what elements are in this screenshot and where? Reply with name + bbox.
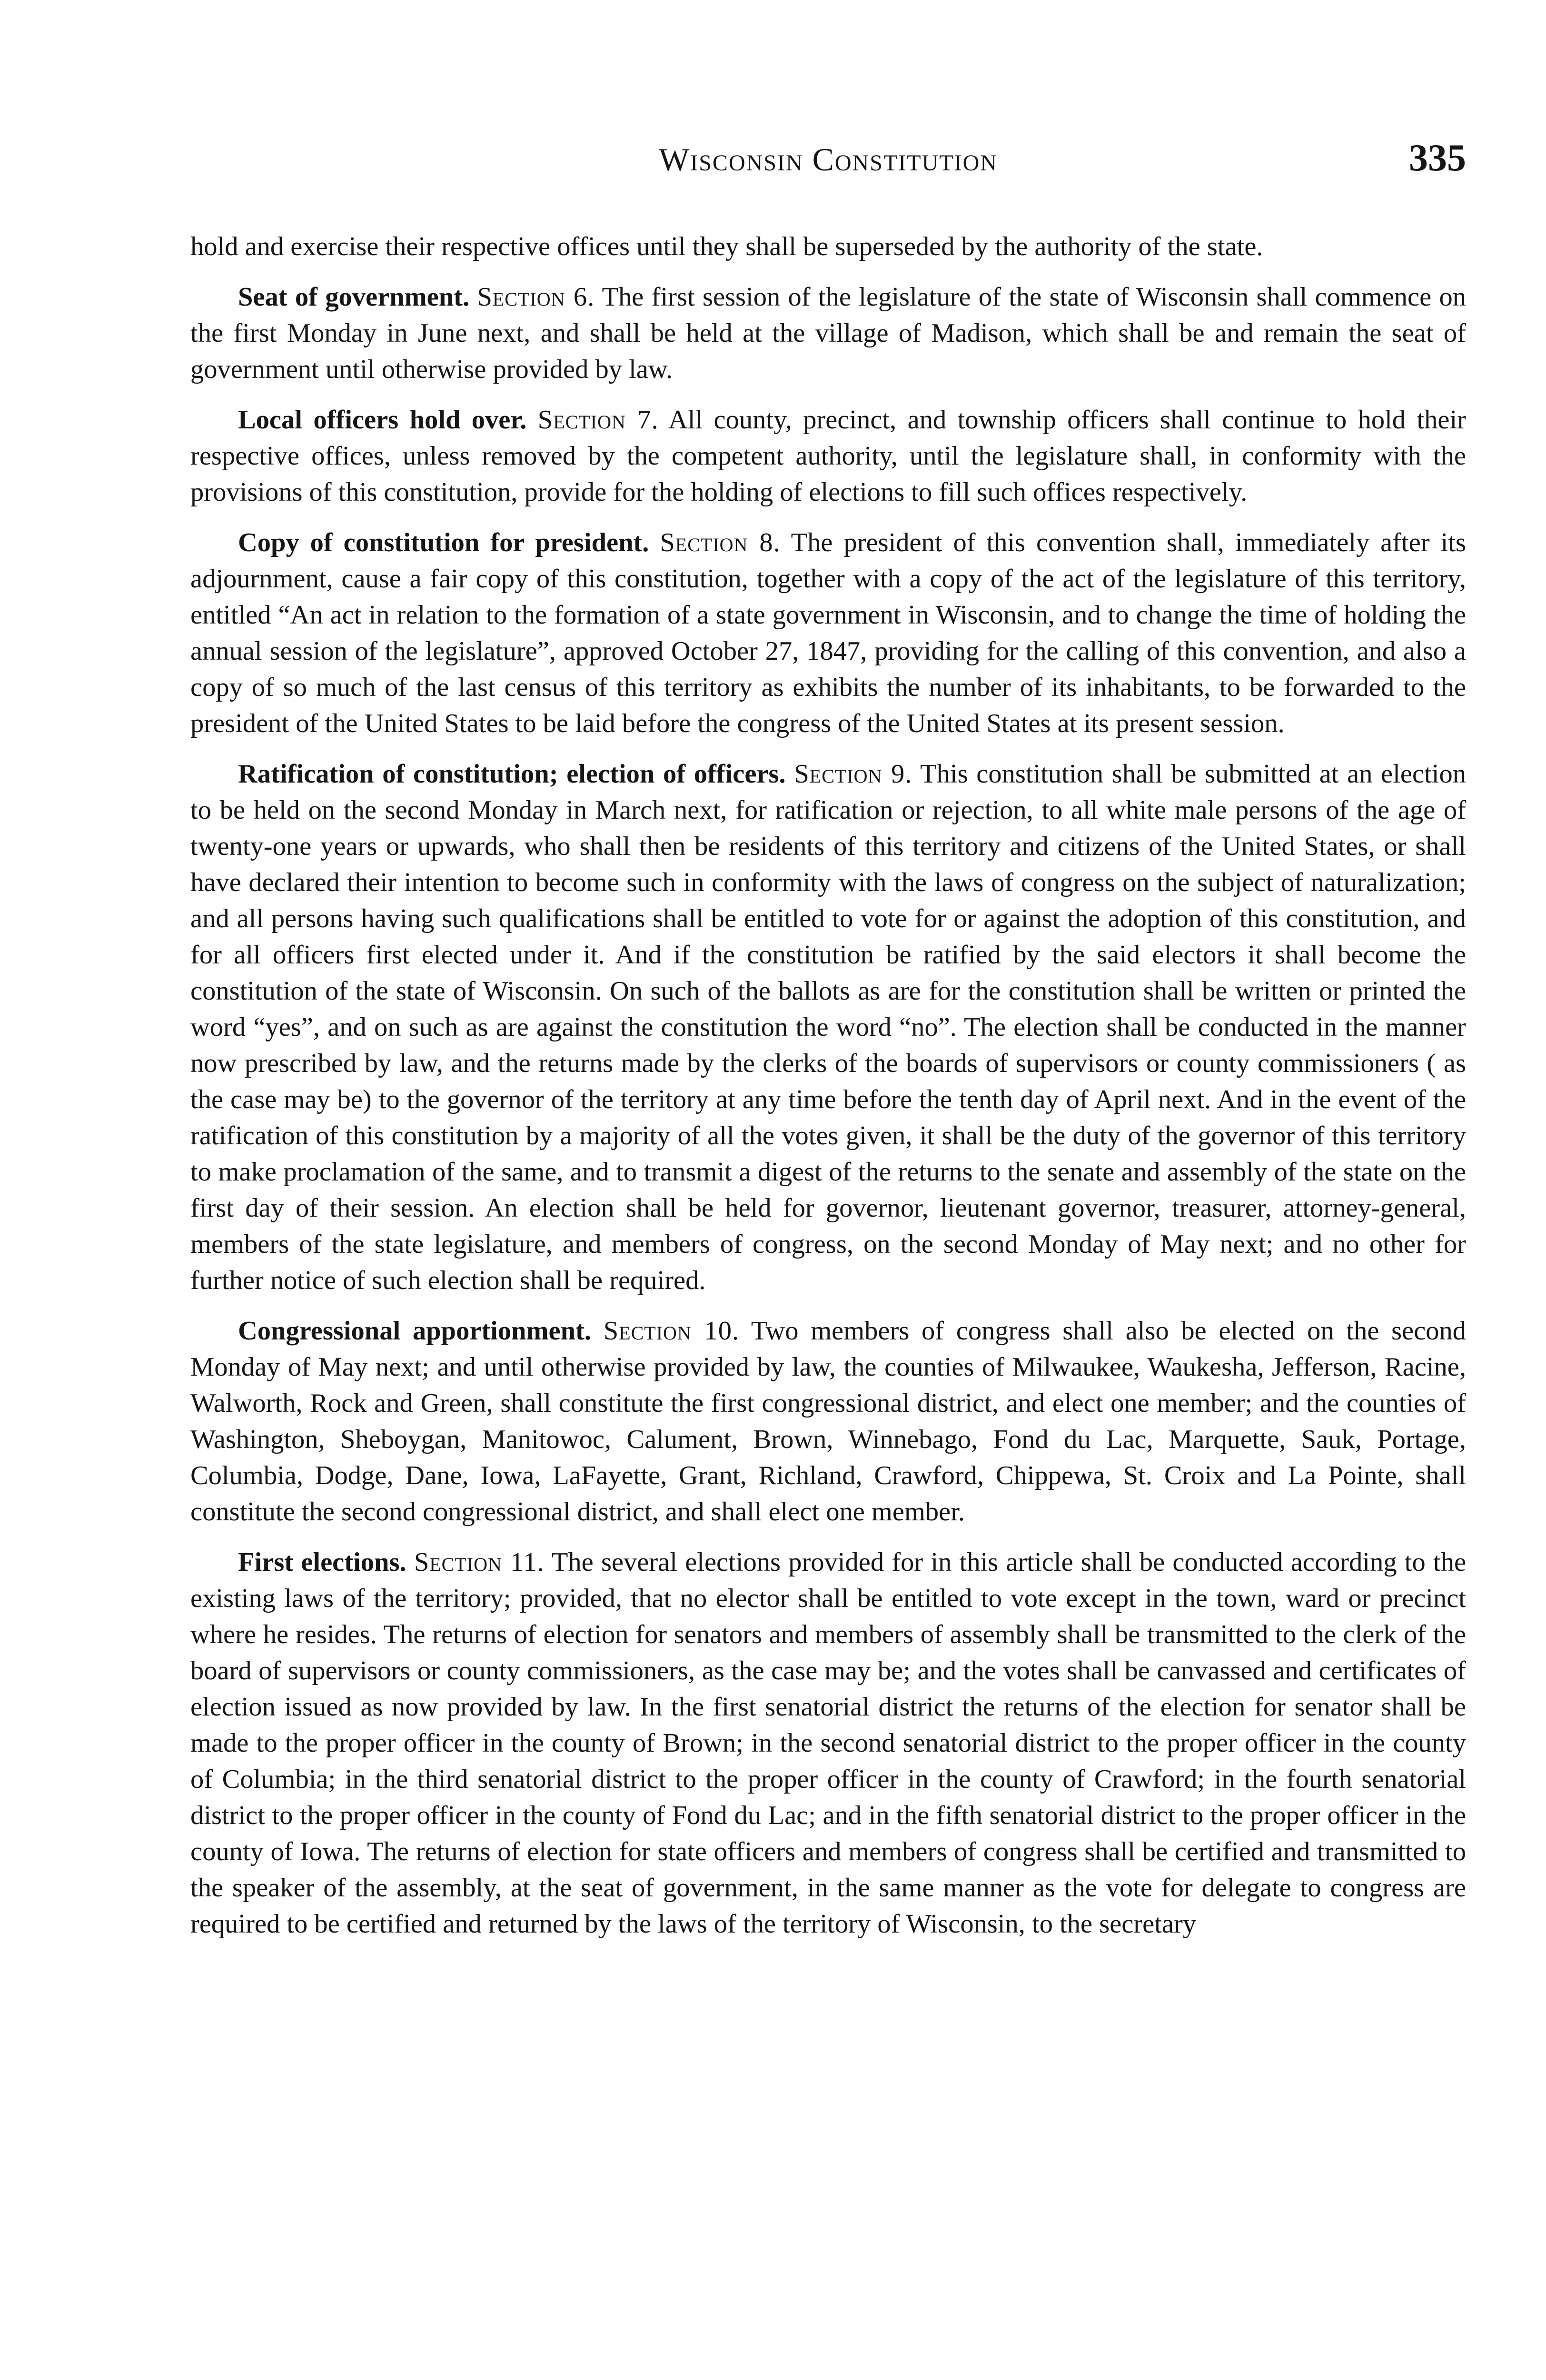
paragraph-text: hold and exercise their respective offices until they shall be superseded by the authority of the state. <box>190 232 1263 261</box>
page-number: 335 <box>1409 137 1466 179</box>
section-label: Section 8. <box>660 528 781 557</box>
body-text <box>190 228 1466 1956</box>
section-label: Section 7. <box>537 405 659 435</box>
running-title: Wisconsin Constitution <box>659 141 998 178</box>
section-heading: Ratification of constitution; election of officers. <box>238 759 786 789</box>
paragraph-section-9 <box>190 756 1466 1299</box>
paragraph-section-6 <box>190 279 1466 387</box>
section-heading: First elections. <box>238 1547 406 1577</box>
section-heading: Local officers hold over. <box>238 405 527 435</box>
section-heading: Congressional apportionment. <box>238 1316 591 1346</box>
paragraph-section-11 <box>190 1544 1466 1942</box>
paragraph-section-10 <box>190 1313 1466 1530</box>
paragraph-text: The first session of the legislature of the state of Wisconsin shall commence on the first Monday in June next, and shall be held at the village of Madison, which shall be and remain the seat of government until otherwise provided by law. <box>190 282 1467 384</box>
paragraph-text: The president of this convention shall, immediately after its adjournment, cause a fair copy of this constitution, together with a copy of the act of the legislature of this territory, entitled “An act in relation to the formation of a state government in Wisconsin, and to change the time of holding the annual session of the legislature”, approved October 27, 1847, providing for the calling of this convention, and also a copy of so much of the last census of this territory as exhibits the number of its inhabitants, to be forwarded to the president of the United States to be laid before the congress of the United States at its present session. <box>190 528 1466 738</box>
paragraph-section-8 <box>190 525 1466 742</box>
paragraph-text: The several elections provided for in this article shall be conducted according to the existing laws of the territory; provided, that no elector shall be entitled to vote except in the town, ward or precinct where he resides. The returns of election for senators and members of assembly shall be transmitted to the clerk of the board of supervisors or county commissioners, as the case may be; and the votes shall be canvassed and certificates of election issued as now provided by law. In the first senatorial district the returns of the election for senator shall be made to the proper officer in the county of Brown; in the second senatorial district to the proper officer in the county of Columbia; in the third senatorial district to the proper officer in the county of Crawford; in the fourth senatorial district to the proper officer in the county of Fond du Lac; and in the fifth senatorial district to the proper officer in the county of Iowa. The returns of election for state officers and members of congress shall be certified and transmitted to the speaker of the assembly, at the seat of government, in the same manner as the vote for delegate to congress are required to be certified and returned by the laws of the territory of Wisconsin, to the secretary <box>190 1547 1467 1939</box>
section-label: Section 10. <box>603 1316 740 1346</box>
section-label: Section 11. <box>414 1547 545 1577</box>
section-label: Section 9. <box>794 759 912 789</box>
section-heading: Seat of government. <box>238 282 470 312</box>
paragraph-section-7 <box>190 402 1466 510</box>
section-heading: Copy of constitution for president. <box>238 528 649 557</box>
running-header <box>190 134 1466 187</box>
paragraph-continued <box>190 228 1466 265</box>
paragraph-text: Two members of congress shall also be elected on the second Monday of May next; and until otherwise provided by law, the counties of Milwaukee, Waukesha, Jefferson, Racine, Walworth, Rock and Green, shall constitute the first congressional district, and elect one member; and the counties of Washington, Sheboygan, Manitowoc, Calument, Brown, Winnebago, Fond du Lac, Marquette, Sauk, Portage, Columbia, Dodge, Dane, Iowa, LaFayette, Grant, Richland, Crawford, Chippewa, St. Croix and La Pointe, shall constitute the second congressional district, and shall elect one member. <box>190 1316 1467 1527</box>
section-label: Section 6. <box>477 282 595 312</box>
paragraph-text: This constitution shall be submitted at an election to be held on the second Monday in March next, for ratification or rejection, to all white male persons of the age of twenty-one years or upwards, who shall then be residents of this territory and citizens of the United States, or shall have declared their intention to become such in conformity with the laws of congress on the subject of naturalization; and all persons having such qualifications shall be entitled to vote for or against the adoption of this constitution, and for all officers first elected under it. And if the constitution be ratified by the said electors it shall become the constitution of the state of Wisconsin. On such of the ballots as are for the constitution shall be written or printed the word “yes”, and on such as are against the constitution the word “no”. The election shall be conducted in the manner now prescribed by law, and the returns made by the clerks of the boards of supervisors or county commissioners ( as the case may be) to the governor of the territory at any time before the tenth day of April next. And in the event of the ratification of this constitution by a majority of all the votes given, it shall be the duty of the governor of this territory to make proclamation of the same, and to transmit a digest of the returns to the senate and assembly of the state on the first day of their session. An election shall be held for governor, lieutenant governor, treasurer, attorney-general, members of the state legislature, and members of congress, on the second Monday of May next; and no other for further notice of such election shall be required. <box>190 759 1466 1295</box>
paragraph-text: All county, precinct, and township officers shall continue to hold their respective offices, unless removed by the competent authority, until the legislature shall, in conformity with the provisions of this constitution, provide for the holding of elections to fill such offices respectively. <box>190 405 1466 507</box>
